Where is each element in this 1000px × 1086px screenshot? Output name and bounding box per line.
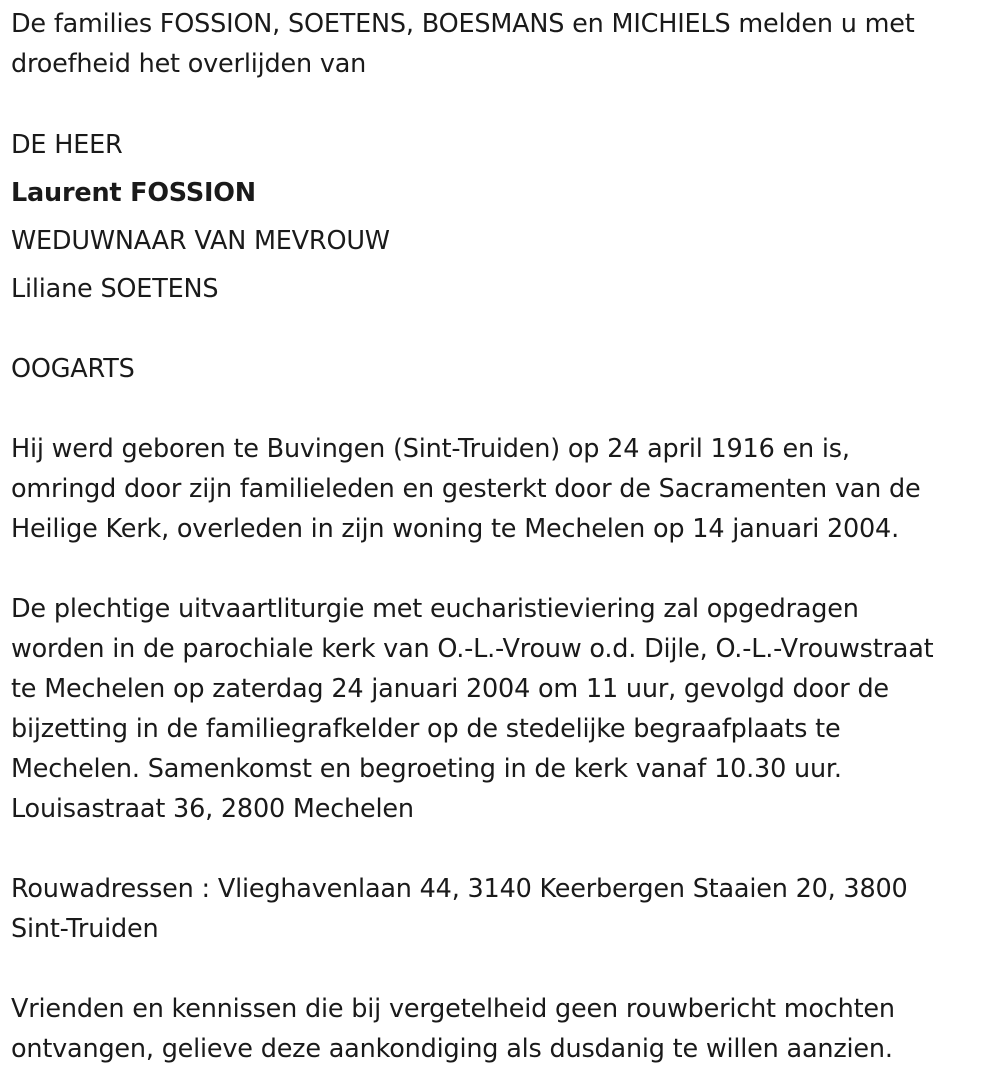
- intro-paragraph: [11, 4, 996, 84]
- deceased-spouse: Liliane SOETENS: [11, 274, 219, 304]
- deceased-relation: WEDUWNAAR VAN MEVROUW: [11, 226, 390, 256]
- funeral-paragraph: [11, 589, 996, 829]
- addresses-line-1: Rouwadressen : Vlieghavenlaan 44, 3140 Keerbergen Staaien 20, 3800: [11, 874, 908, 904]
- funeral-line-5: Mechelen. Samenkomst en begroeting in de kerk vanaf 10.30 uur.: [11, 754, 842, 784]
- funeral-line-3: te Mechelen op zaterdag 24 januari 2004 om 11 uur, gevolgd door de: [11, 674, 889, 704]
- intro-line-2: droefheid het overlijden van: [11, 49, 367, 79]
- funeral-line-4: bijzetting in de familiegrafkelder op de stedelijke begraafplaats te: [11, 714, 841, 744]
- intro-line-1: De families FOSSION, SOETENS, BOESMANS en MICHIELS melden u met: [11, 9, 915, 39]
- closing-line-1: Vrienden en kennissen die bij vergetelheid geen rouwbericht mochten: [11, 994, 895, 1024]
- deceased-name: Laurent FOSSION: [11, 178, 256, 208]
- profession-paragraph: [11, 349, 996, 389]
- birth-death-line-3: Heilige Kerk, overleden in zijn woning te Mechelen op 14 januari 2004.: [11, 514, 899, 544]
- funeral-line-2: worden in de parochiale kerk van O.-L.-Vrouw o.d. Dijle, O.-L.-Vrouwstraat: [11, 634, 934, 664]
- funeral-line-6: Louisastraat 36, 2800 Mechelen: [11, 794, 414, 824]
- funeral-line-1: De plechtige uitvaartliturgie met eucharistieviering zal opgedragen: [11, 594, 859, 624]
- profession-text: OOGARTS: [11, 354, 135, 384]
- birth-death-paragraph: [11, 429, 996, 549]
- addresses-paragraph: [11, 869, 996, 949]
- closing-paragraph: [11, 989, 996, 1069]
- birth-death-line-1: Hij werd geboren te Buvingen (Sint-Truiden) op 24 april 1916 en is,: [11, 434, 850, 464]
- deceased-block: [11, 125, 996, 309]
- addresses-line-2: Sint-Truiden: [11, 914, 159, 944]
- closing-line-2: ontvangen, gelieve deze aankondiging als dusdanig te willen aanzien.: [11, 1034, 893, 1064]
- birth-death-line-2: omringd door zijn familieleden en gesterkt door de Sacramenten van de: [11, 474, 921, 504]
- deceased-title: DE HEER: [11, 130, 123, 160]
